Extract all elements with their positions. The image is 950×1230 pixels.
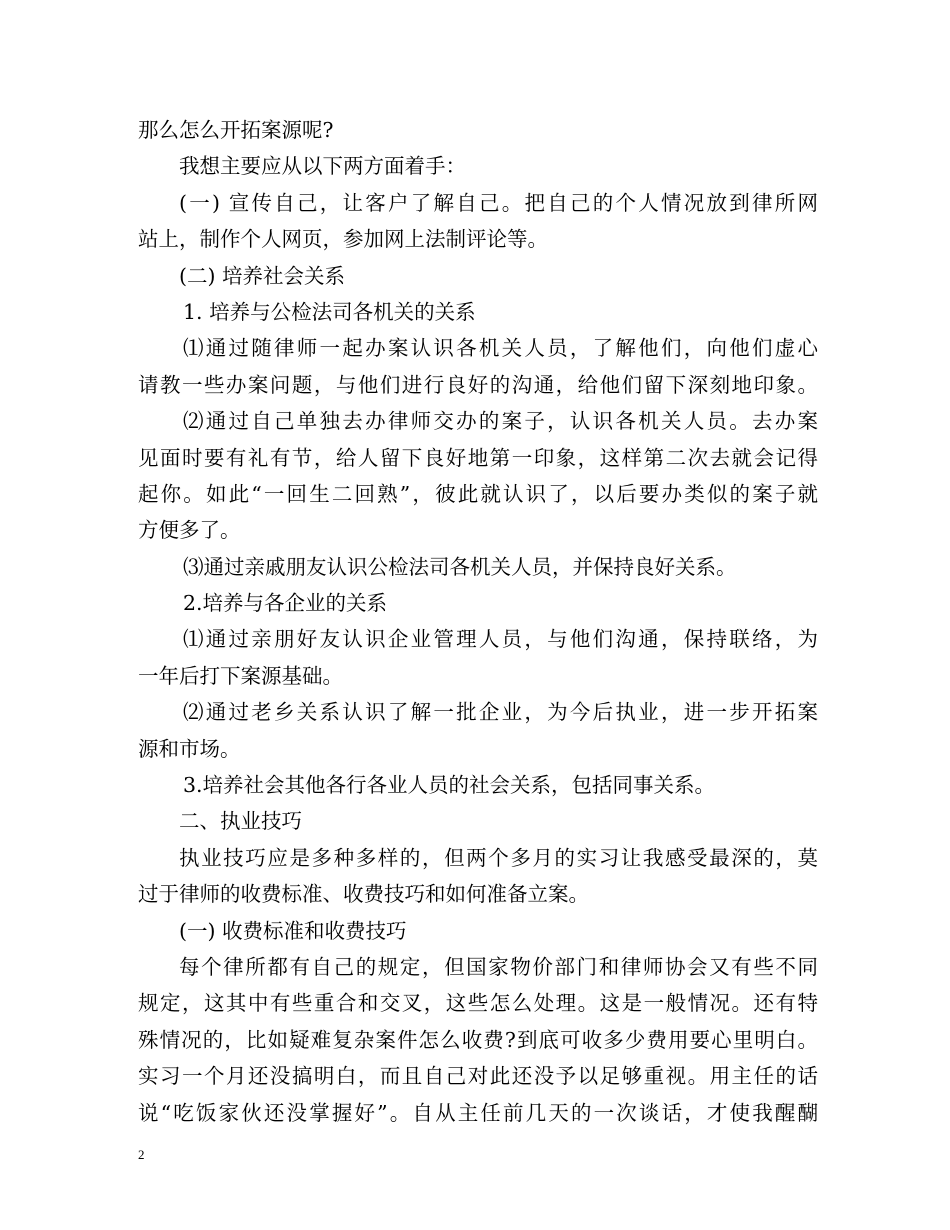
text-line: ⑴通过亲朋好友认识企业管理人员，与他们沟通，保持联络，为 bbox=[183, 627, 818, 652]
text-line: 殊情况的，比如疑难复杂案件怎么收费?到底可收多少费用要心里明白。 bbox=[138, 1027, 818, 1052]
text-line: 请教一些办案问题，与他们进行良好的沟通，给他们留下深刻地印象。 bbox=[138, 372, 818, 397]
subsection-heading: 1. 培养与公检法司各机关的关系 bbox=[183, 299, 476, 324]
text-line: 源和市场。 bbox=[138, 736, 241, 761]
text-line: 一年后打下案源基础。 bbox=[138, 663, 343, 688]
subsection-heading: 3.培养社会其他各行各业人员的社会关系，包括同事关系。 bbox=[183, 773, 716, 798]
section-heading: 二、执业技巧 bbox=[179, 809, 302, 834]
text-line: 起你。如此“一回生二回熟”，彼此就认识了，以后要办类似的案子就 bbox=[138, 481, 818, 506]
page-number: 2 bbox=[138, 1147, 145, 1162]
text-line: 那么怎么开拓案源呢? bbox=[138, 118, 334, 142]
text-line: 我想主要应从以下两方面着手： bbox=[179, 154, 466, 179]
text-line: ⑴通过随律师一起办案认识各机关人员，了解他们，向他们虚心 bbox=[183, 336, 818, 361]
text-line: ⑵通过自己单独去办律师交办的案子，认识各机关人员。去办案 bbox=[183, 409, 818, 434]
subsection-heading: 2.培养与各企业的关系 bbox=[183, 591, 388, 616]
text-line: ⑵通过老乡关系认识了解一批企业，为今后执业，进一步开拓案 bbox=[183, 700, 818, 725]
document-body bbox=[138, 112, 818, 1131]
section-heading: (二) 培养社会关系 bbox=[179, 263, 346, 288]
text-line: 方便多了。 bbox=[138, 518, 241, 543]
text-line: 站上，制作个人网页，参加网上法制评论等。 bbox=[138, 227, 548, 252]
section-heading: (一) 收费标准和收费技巧 bbox=[179, 918, 407, 943]
text-line: 见面时要有礼有节，给人留下良好地第一印象，这样第二次去就会记得 bbox=[138, 445, 818, 470]
text-line: 执业技巧应是多种多样的，但两个多月的实习让我感受最深的，莫 bbox=[179, 845, 818, 870]
text-line: 过于律师的收费标准、收费技巧和如何准备立案。 bbox=[138, 882, 589, 907]
text-line: (一) 宣传自己，让客户了解自己。把自己的个人情况放到律所网 bbox=[179, 190, 818, 215]
text-line: ⑶通过亲戚朋友认识公检法司各机关人员，并保持良好关系。 bbox=[183, 554, 737, 579]
text-line: 说“吃饭家伙还没掌握好”。自从主任前几天的一次谈话，才使我醒醐 bbox=[138, 1100, 818, 1125]
text-line: 每个律所都有自己的规定，但国家物价部门和律师协会又有些不同 bbox=[179, 954, 818, 979]
text-line: 实习一个月还没搞明白，而且自己对此还没予以足够重视。用主任的话 bbox=[138, 1064, 818, 1089]
text-line: 规定，这其中有些重合和交叉，这些怎么处理。这是一般情况。还有特 bbox=[138, 991, 818, 1016]
